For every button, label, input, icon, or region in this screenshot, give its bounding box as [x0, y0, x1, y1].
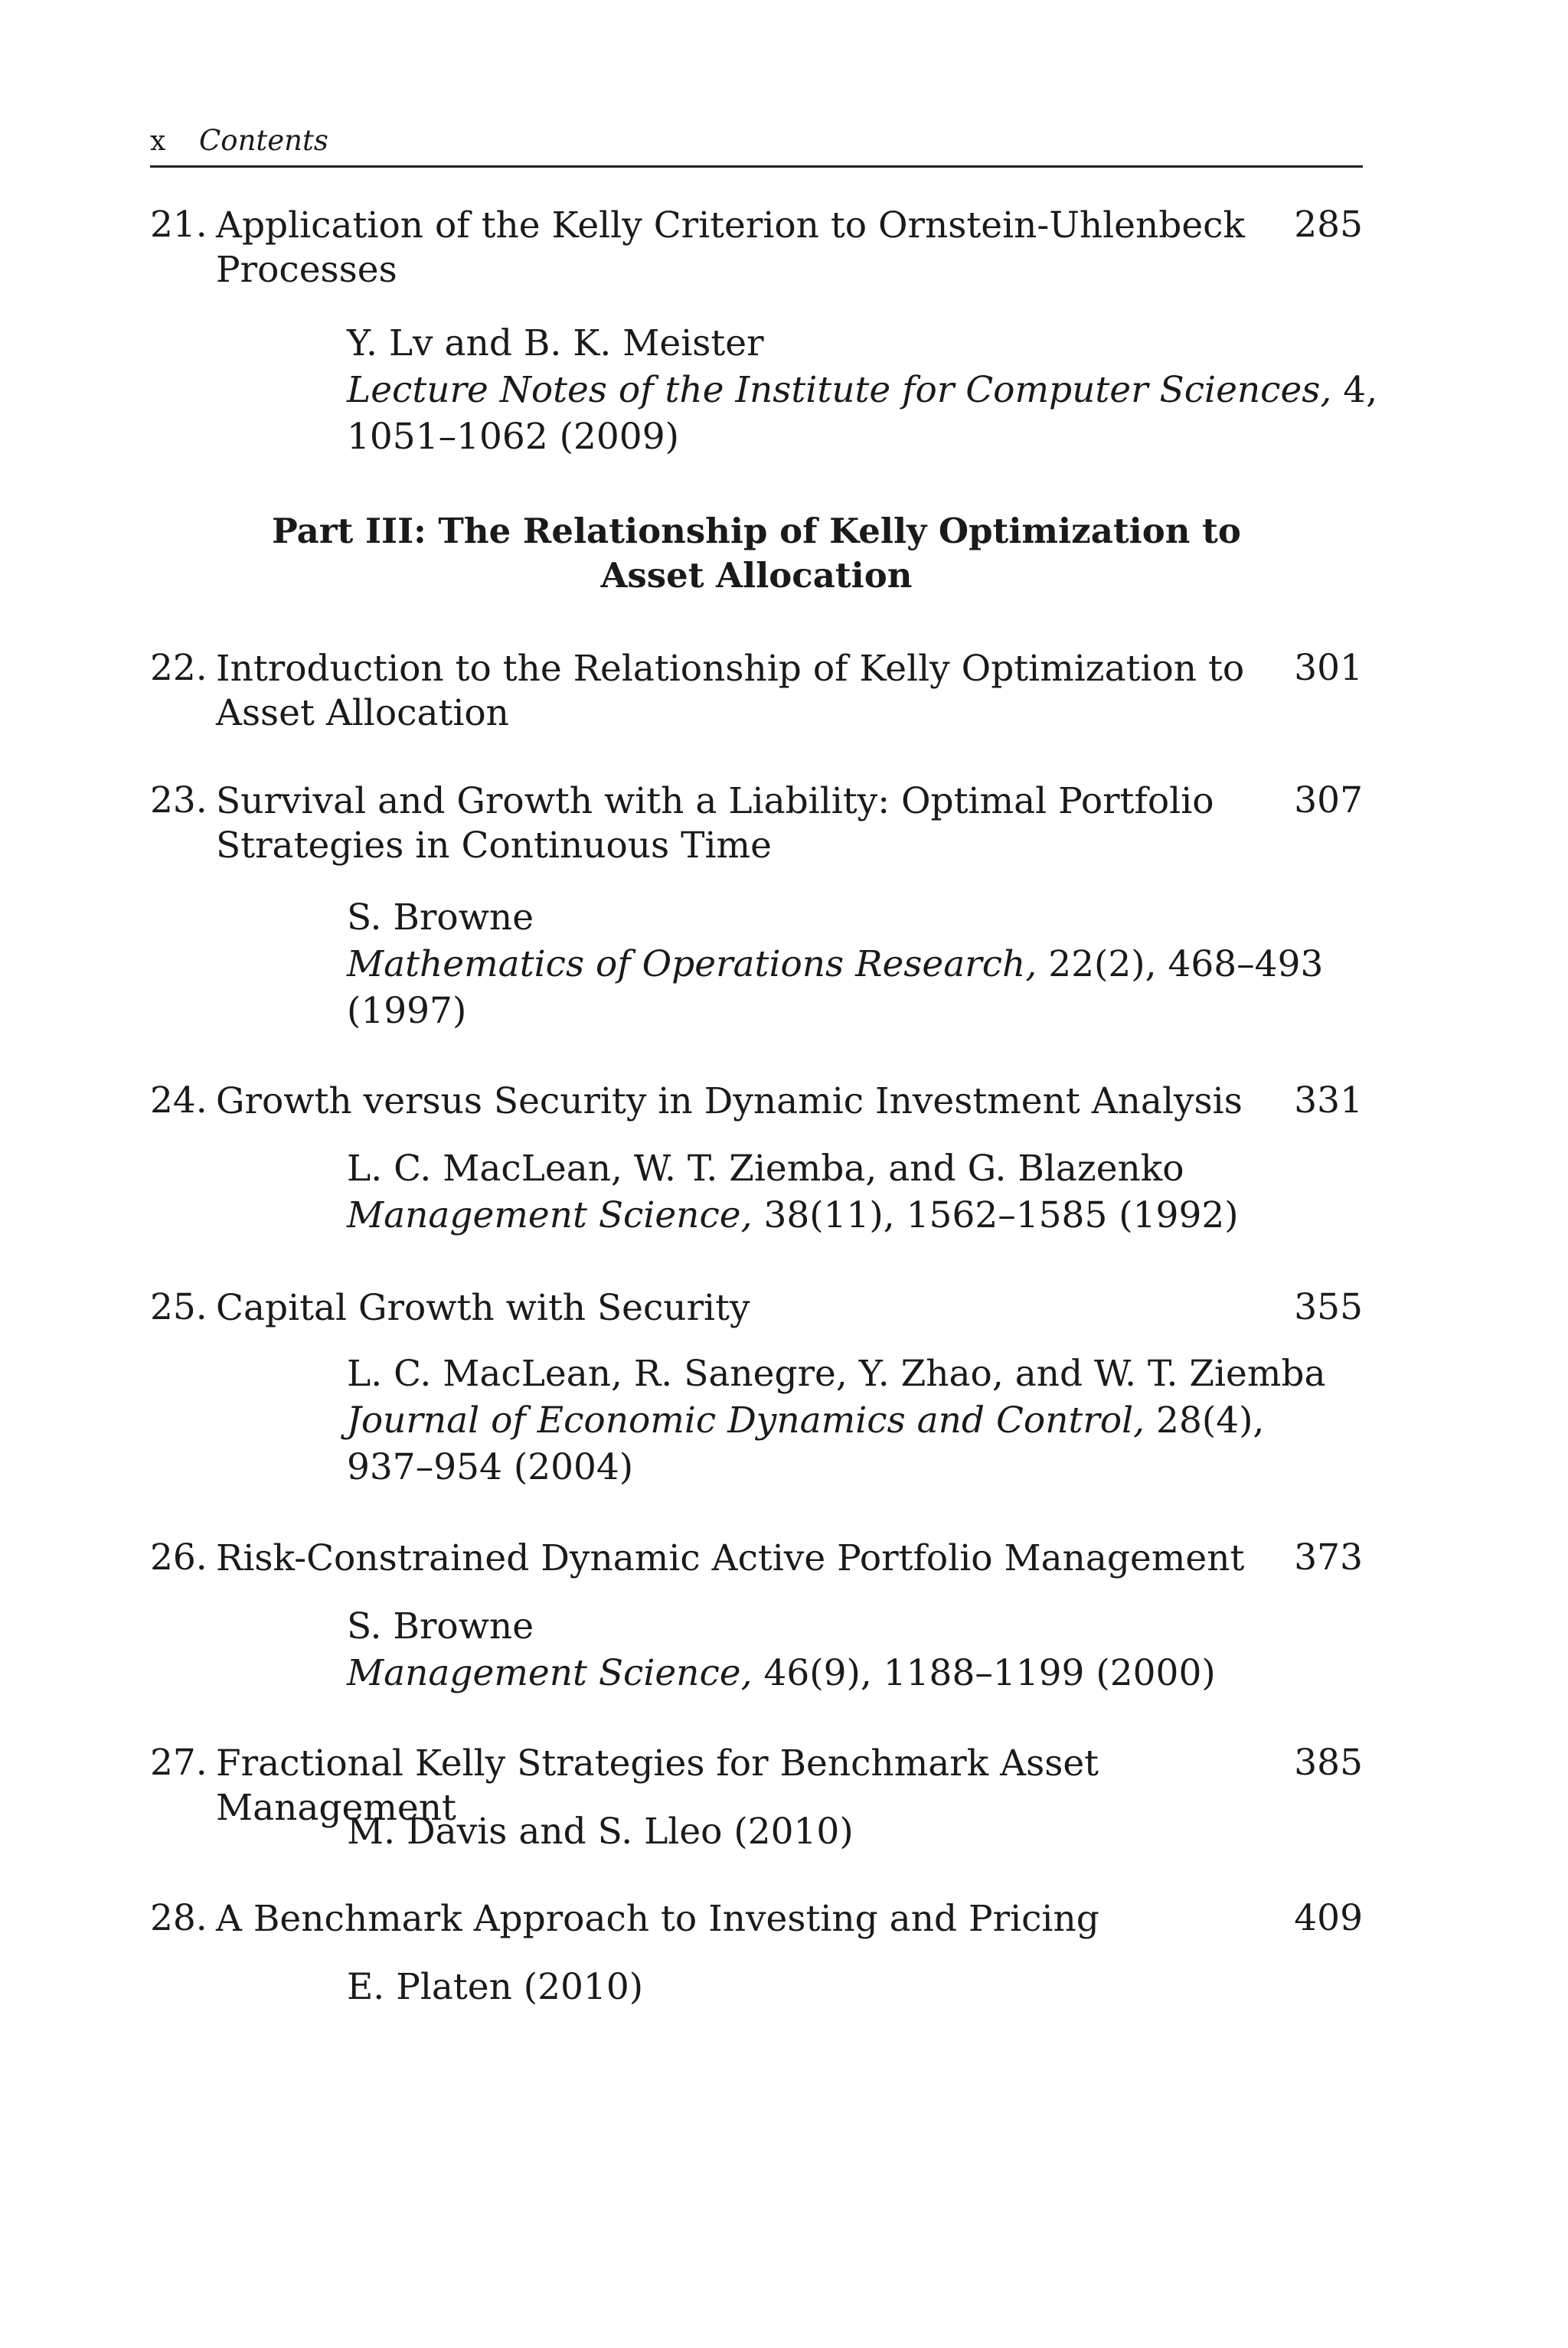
entry-title-line: Asset Allocation	[216, 692, 509, 734]
entry-title-line: Risk-Constrained Dynamic Active Portfolio Management	[216, 1537, 1245, 1579]
source-details-continued: (1997)	[347, 990, 467, 1032]
source-details: 38(11), 1562–1585 (1992)	[752, 1194, 1239, 1236]
running-title: Contents	[199, 124, 328, 157]
source-details: 4,	[1331, 369, 1378, 411]
entry-reference-27	[347, 1808, 1388, 1855]
entry-reference-21	[347, 320, 1388, 460]
entry-number: 26.	[150, 1536, 207, 1579]
entry-page-number: 301	[1294, 647, 1363, 689]
part-heading-line: Part III: The Relationship of Kelly Optimization to	[272, 511, 1241, 551]
source-details: 46(9), 1188–1199 (2000)	[752, 1652, 1216, 1694]
part-heading-line: Asset Allocation	[600, 555, 913, 596]
entry-title	[216, 1079, 1303, 1124]
entry-title	[216, 1897, 1303, 1941]
entry-title-line: Strategies in Continuous Time	[216, 825, 772, 867]
entry-number: 23.	[150, 779, 207, 821]
entry-page-number: 331	[1294, 1079, 1363, 1122]
entry-number: 21.	[150, 204, 207, 246]
entry-authors: L. C. MacLean, W. T. Ziemba, and G. Blazenko	[347, 1148, 1184, 1190]
entry-title-line: A Benchmark Approach to Investing and Pricing	[216, 1898, 1099, 1940]
entry-title-line: Fractional Kelly Strategies for Benchmark Asset Management	[216, 1742, 1099, 1829]
source-journal: Lecture Notes of the Institute for Computer Sciences,	[347, 369, 1332, 411]
entry-authors: S. Browne	[347, 896, 534, 939]
entry-title-line: Growth versus Security in Dynamic Investment Analysis	[216, 1080, 1243, 1122]
entry-page-number: 307	[1294, 779, 1363, 821]
source-details: 28(4),	[1145, 1399, 1265, 1442]
entry-title	[216, 779, 1303, 868]
entry-title-line: Processes	[216, 249, 397, 291]
source-journal: Management Science,	[347, 1194, 753, 1236]
source-details-continued: 1051–1062 (2009)	[347, 416, 679, 458]
entry-reference-26	[347, 1603, 1388, 1697]
entry-title	[216, 204, 1303, 292]
entry-number: 25.	[150, 1286, 207, 1328]
source-journal: Management Science,	[347, 1652, 753, 1694]
entry-source	[347, 1192, 1388, 1239]
entry-authors: S. Browne	[347, 1605, 534, 1648]
entry-page-number: 409	[1294, 1897, 1363, 1939]
entry-authors: L. C. MacLean, R. Sanegre, Y. Zhao, and W. T. Ziemba	[347, 1353, 1326, 1395]
entry-title-line: Capital Growth with Security	[216, 1287, 750, 1329]
entry-source	[347, 367, 1388, 413]
entry-authors: Y. Lv and B. K. Meister	[347, 322, 764, 364]
source-details: 22(2), 468–493	[1037, 943, 1324, 985]
entry-number: 27.	[150, 1742, 207, 1784]
part-heading	[150, 509, 1363, 598]
entry-reference-23	[347, 894, 1388, 1034]
entry-page-number: 285	[1294, 204, 1363, 246]
entry-reference-28	[347, 1964, 1388, 2010]
entry-title	[216, 1536, 1303, 1581]
entry-number: 24.	[150, 1079, 207, 1122]
entry-title	[216, 1286, 1303, 1331]
running-header	[150, 121, 1363, 168]
entry-title-line: Survival and Growth with a Liability: Optimal Portfolio	[216, 780, 1214, 822]
entry-reference-25	[347, 1350, 1388, 1491]
entry-page-number: 373	[1294, 1536, 1363, 1579]
source-details-continued: 937–954 (2004)	[347, 1446, 634, 1488]
entry-page-number: 385	[1294, 1742, 1363, 1784]
entry-source	[347, 941, 1388, 988]
entry-number: 22.	[150, 647, 207, 689]
entry-page-number: 355	[1294, 1286, 1363, 1328]
entry-number: 28.	[150, 1897, 207, 1939]
entry-reference-24	[347, 1145, 1388, 1239]
entry-source	[347, 1650, 1388, 1697]
entry-title-line: Introduction to the Relationship of Kelly Optimization to	[216, 648, 1245, 690]
entry-source	[347, 1397, 1388, 1444]
entry-title-line: Application of the Kelly Criterion to Ornstein-Uhlenbeck	[216, 204, 1245, 247]
source-journal: Mathematics of Operations Research,	[347, 943, 1037, 985]
page-folio: x	[150, 126, 166, 157]
entry-authors: M. Davis and S. Lleo (2010)	[347, 1811, 854, 1853]
entry-title	[216, 647, 1303, 736]
source-journal: Journal of Economic Dynamics and Control,	[347, 1399, 1145, 1442]
entry-authors: E. Platen (2010)	[347, 1966, 644, 2008]
